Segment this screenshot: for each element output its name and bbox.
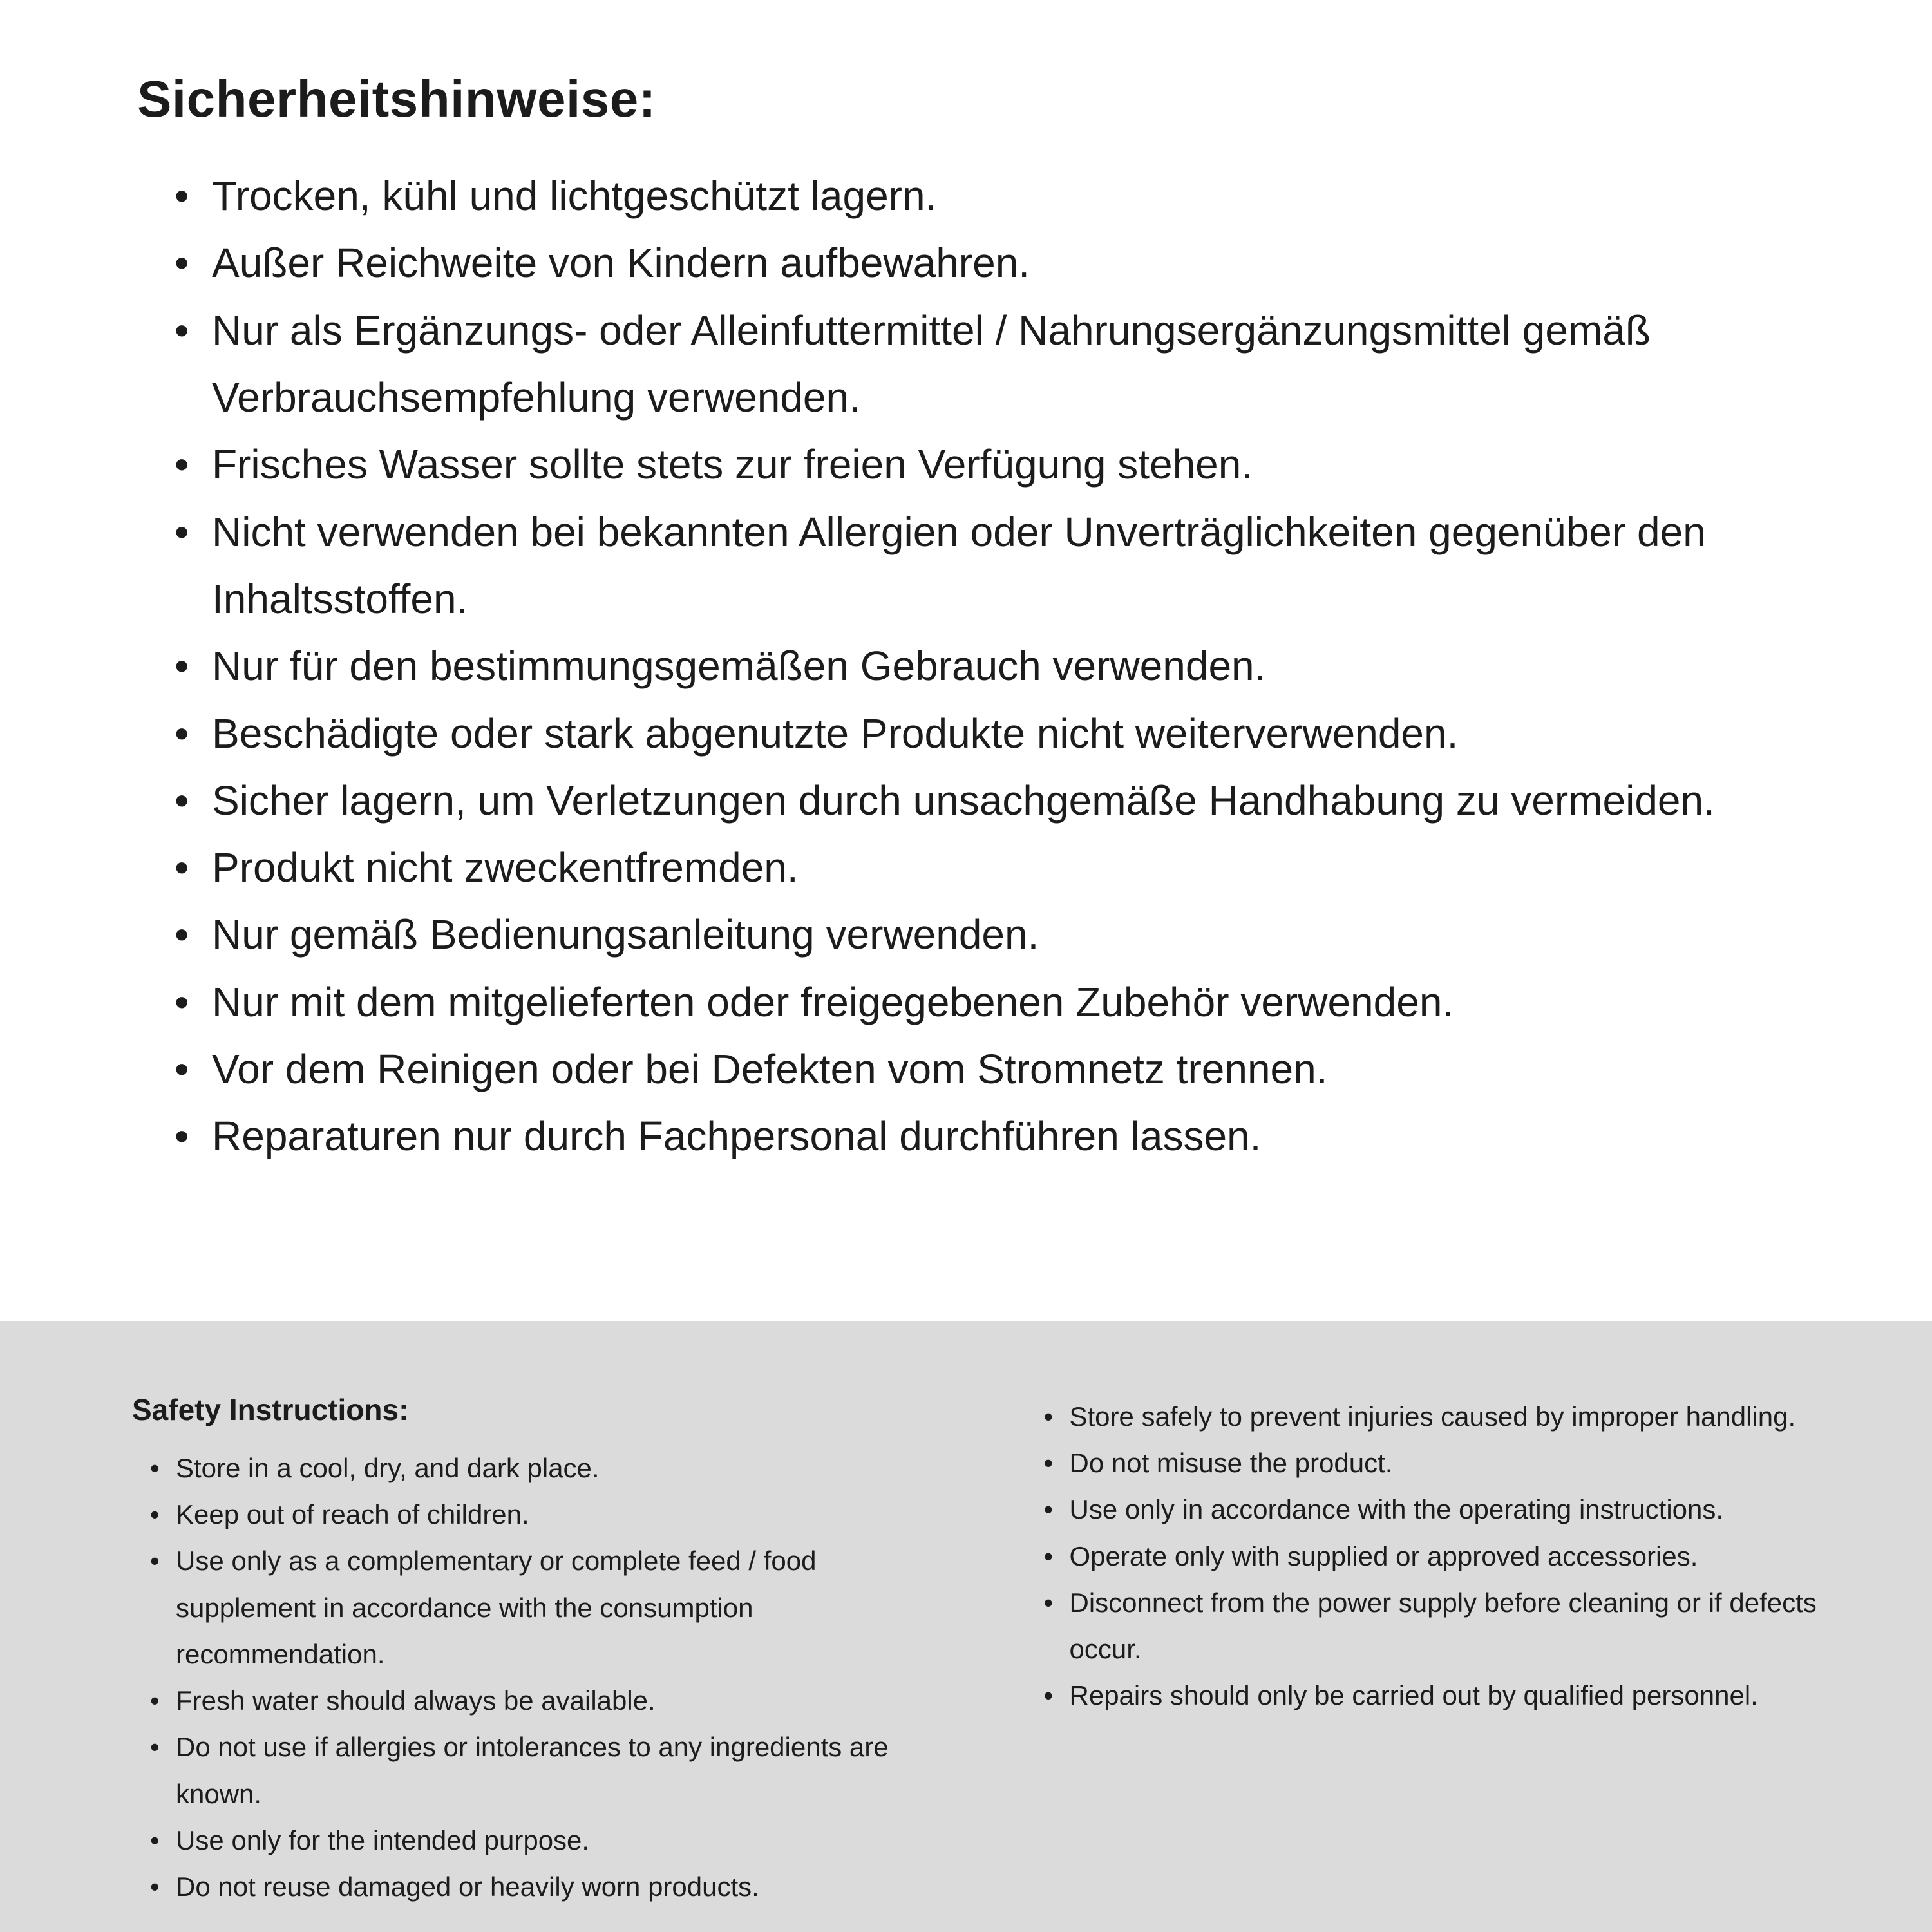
german-safety-list <box>137 162 1816 1170</box>
list-item: • Trocken, kühl und lichtgeschützt lagern. <box>175 162 1816 229</box>
english-section-title: Safety Instructions: <box>132 1393 409 1426</box>
list-item: • Store safely to prevent injuries caused by improper handling. <box>1044 1394 1842 1440</box>
list-item: • Frisches Wasser sollte stets zur freien Verfügung stehen. <box>175 431 1816 498</box>
english-safety-section <box>0 1321 1932 1932</box>
list-item: • Sicher lagern, um Verletzungen durch unsachgemäße Handhabung zu vermeiden. <box>175 767 1816 834</box>
list-item: • Außer Reichweite von Kindern aufbewahren. <box>175 229 1816 296</box>
list-item: • Use only in accordance with the operating instructions. <box>1044 1486 1842 1533</box>
list-item: • Reparaturen nur durch Fachpersonal durchführen lassen. <box>175 1103 1816 1170</box>
list-item: • Nicht verwenden bei bekannten Allergien oder Unverträglichkeiten gegenüber den Inhaltsstoffen. <box>175 498 1816 633</box>
german-section-title: Sicherheitshinweise: <box>137 70 656 128</box>
list-item: • Keep out of reach of children. <box>150 1492 949 1538</box>
list-item: • Use only for the intended purpose. <box>150 1817 949 1864</box>
list-item: • Use only as a complementary or complete feed / food supplement in accordance with the consumption recommendation. <box>150 1538 949 1678</box>
list-item: • Nur als Ergänzungs- oder Alleinfuttermittel / Nahrungsergänzungsmittel gemäß Verbrauchsempfehlung verwenden. <box>175 297 1816 431</box>
list-item: • Vor dem Reinigen oder bei Defekten vom Stromnetz trennen. <box>175 1036 1816 1103</box>
list-item: • Produkt nicht zweckentfremden. <box>175 834 1816 901</box>
list-item: • Nur gemäß Bedienungsanleitung verwenden. <box>175 901 1816 968</box>
english-right-column <box>1026 1392 1842 1932</box>
list-item: • Fresh water should always be available. <box>150 1678 949 1724</box>
list-item: • Repairs should only be carried out by qualified personnel. <box>1044 1672 1842 1719</box>
list-item: • Beschädigte oder stark abgenutzte Produkte nicht weiterverwenden. <box>175 700 1816 767</box>
list-item: • Do not misuse the product. <box>1044 1440 1842 1486</box>
list-item: • Nur mit dem mitgelieferten oder freigegebenen Zubehör verwenden. <box>175 969 1816 1036</box>
english-safety-list-right <box>1026 1394 1842 1719</box>
list-item: • Operate only with supplied or approved accessories. <box>1044 1533 1842 1580</box>
english-safety-list-left <box>132 1445 949 1910</box>
list-item: • Nur für den bestimmungsgemäßen Gebrauch verwenden. <box>175 632 1816 699</box>
list-item: • Do not use if allergies or intolerances to any ingredients are known. <box>150 1724 949 1817</box>
english-left-column <box>132 1392 949 1932</box>
list-item: • Store in a cool, dry, and dark place. <box>150 1445 949 1492</box>
list-item: • Do not reuse damaged or heavily worn products. <box>150 1864 949 1910</box>
list-item: • Disconnect from the power supply before cleaning or if defects occur. <box>1044 1580 1842 1672</box>
